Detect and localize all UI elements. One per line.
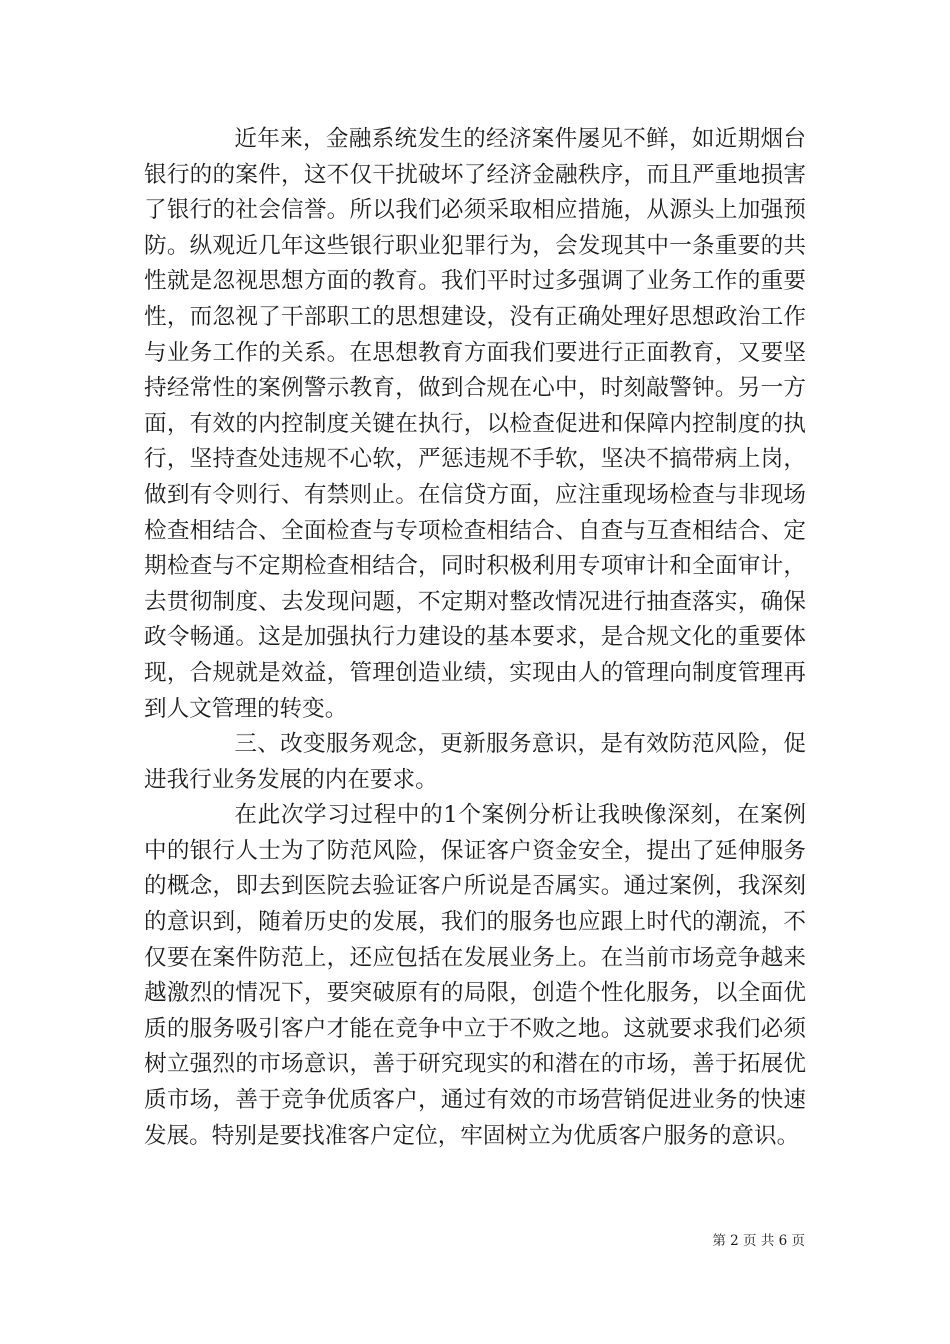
page-number-footer: 第 2 页 共 6 页: [712, 1233, 805, 1249]
paragraph-compliance: 近年来，金融系统发生的经济案件屡见不鲜，如近期烟台银行的的案件，这不仅干扰破坏了经济金融秩序，而且严重地损害了银行的社会信誉。所以我们必须采取相应措施，从源头上加强预防。纵观近几年这些银行职业犯罪行为，会发现其中一条重要的共性就是忽视思想方面的教育。我们平时过多强调了业务工作的重要性，而忽视了干部职工的思想建设，没有正确处理好思想政治工作与业务工作的关系。在思想教育方面我们要进行正面教育，又要坚持经常性的案例警示教育，做到合规在心中，时刻敲警钟。另一方面，有效的内控制度关键在执行，以检查促进和保障内控制度的执行，坚持查处违规不心软，严惩违规不手软，坚决不搞带病上岗，做到有令则行、有禁则止。在信贷方面，应注重现场检查与非现场检查相结合、全面检查与专项检查相结合、自查与互查相结合、定期检查与不定期检查相结合，同时积极利用专项审计和全面审计，去贯彻制度、去发现问题，不定期对整改情况进行抽查落实，确保政令畅通。这是加强执行力建设的基本要求，是合规文化的重要体现，合规就是效益，管理创造业绩，实现由人的管理向制度管理再到人文管理的转变。: [144, 126, 806, 722]
paragraph-case-study: 在此次学习过程中的1个案例分析让我映像深刻，在案例中的银行人士为了防范风险，保证客户资金安全，提出了延伸服务的概念，即去到医院去验证客户所说是否属实。通过案例，我深刻的意识到，随着历史的发展，我们的服务也应跟上时代的潮流，不仅要在案件防范上，还应包括在发展业务上。在当前市场竞争越来越激烈的情况下，要突破原有的局限，创造个性化服务，以全面优质的服务吸引客户才能在竞争中立于不败之地。这就要求我们必须树立强烈的市场意识，善于研究现实的和潜在的市场，善于拓展优质市场，善于竞争优质客户，通过有效的市场营销促进业务的快速发展。特别是要找准客户定位，牢固树立为优质客户服务的意识。: [144, 802, 806, 1149]
document-body: [144, 122, 806, 1154]
section-heading-service: 三、改变服务观念，更新服务意识，是有效防范风险，促进我行业务发展的内在要求。: [144, 731, 806, 793]
